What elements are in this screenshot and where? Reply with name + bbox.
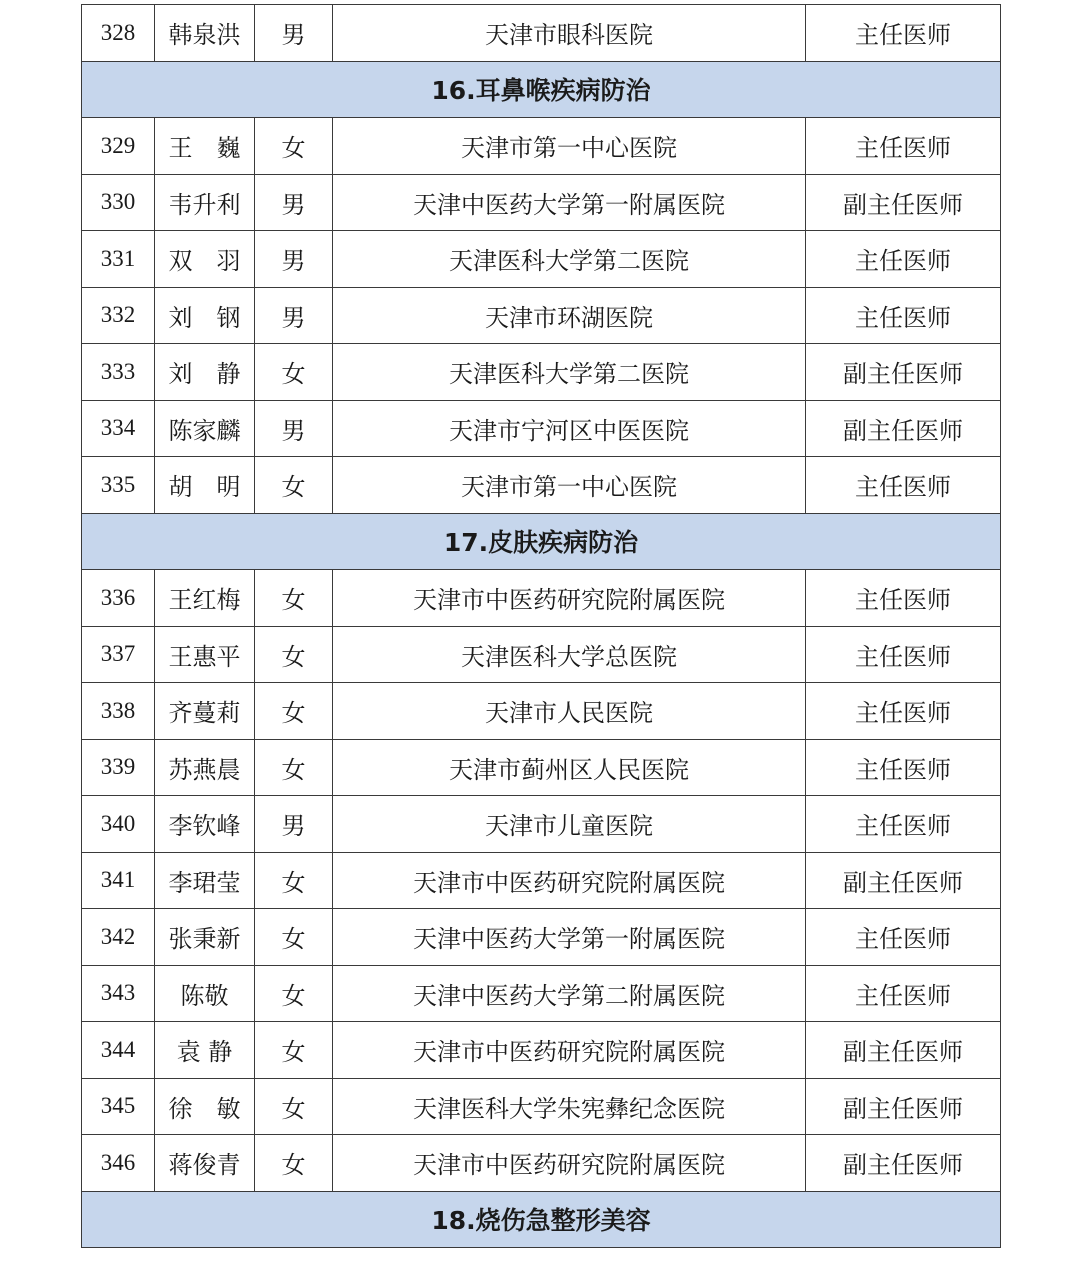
gender-cell: 女 bbox=[255, 965, 333, 1022]
doctor-name: 张秉新 bbox=[155, 909, 255, 966]
hospital-cell: 天津市第一中心医院 bbox=[333, 118, 806, 175]
table-row bbox=[82, 1078, 1001, 1135]
table-row bbox=[82, 1135, 1001, 1192]
table-row bbox=[82, 1022, 1001, 1079]
table-row bbox=[82, 909, 1001, 966]
hospital-cell: 天津医科大学朱宪彝纪念医院 bbox=[333, 1078, 806, 1135]
job-title-cell: 主任医师 bbox=[806, 796, 1001, 853]
row-number: 333 bbox=[82, 344, 155, 401]
gender-cell: 女 bbox=[255, 118, 333, 175]
hospital-cell: 天津市儿童医院 bbox=[333, 796, 806, 853]
doctor-name: 刘 钢 bbox=[155, 287, 255, 344]
job-title-cell: 主任医师 bbox=[806, 231, 1001, 288]
table-body bbox=[82, 5, 1001, 1248]
job-title-cell: 主任医师 bbox=[806, 287, 1001, 344]
section-header-row bbox=[82, 1191, 1001, 1248]
gender-cell: 女 bbox=[255, 1022, 333, 1079]
gender-cell: 男 bbox=[255, 5, 333, 62]
hospital-cell: 天津医科大学第二医院 bbox=[333, 344, 806, 401]
table-row bbox=[82, 400, 1001, 457]
row-number: 334 bbox=[82, 400, 155, 457]
gender-cell: 女 bbox=[255, 457, 333, 514]
gender-cell: 男 bbox=[255, 400, 333, 457]
job-title-cell: 主任医师 bbox=[806, 909, 1001, 966]
doctor-name: 刘 静 bbox=[155, 344, 255, 401]
hospital-cell: 天津中医药大学第一附属医院 bbox=[333, 909, 806, 966]
table-row bbox=[82, 287, 1001, 344]
job-title-cell: 主任医师 bbox=[806, 965, 1001, 1022]
job-title-cell: 副主任医师 bbox=[806, 174, 1001, 231]
job-title-cell: 副主任医师 bbox=[806, 1135, 1001, 1192]
hospital-cell: 天津中医药大学第一附属医院 bbox=[333, 174, 806, 231]
doctor-name: 王 巍 bbox=[155, 118, 255, 175]
table-row bbox=[82, 231, 1001, 288]
doctor-list-table bbox=[81, 4, 1001, 1248]
row-number: 332 bbox=[82, 287, 155, 344]
doctor-name: 蒋俊青 bbox=[155, 1135, 255, 1192]
hospital-cell: 天津市中医药研究院附属医院 bbox=[333, 1022, 806, 1079]
gender-cell: 男 bbox=[255, 796, 333, 853]
hospital-cell: 天津市蓟州区人民医院 bbox=[333, 739, 806, 796]
job-title-cell: 主任医师 bbox=[806, 570, 1001, 627]
doctor-name: 韦升利 bbox=[155, 174, 255, 231]
hospital-cell: 天津市眼科医院 bbox=[333, 5, 806, 62]
row-number: 330 bbox=[82, 174, 155, 231]
row-number: 328 bbox=[82, 5, 155, 62]
gender-cell: 女 bbox=[255, 683, 333, 740]
table-row bbox=[82, 965, 1001, 1022]
doctor-name: 胡 明 bbox=[155, 457, 255, 514]
job-title-cell: 主任医师 bbox=[806, 683, 1001, 740]
row-number: 339 bbox=[82, 739, 155, 796]
doctor-name: 李珺莹 bbox=[155, 852, 255, 909]
doctor-name: 齐蔓莉 bbox=[155, 683, 255, 740]
section-header-row bbox=[82, 61, 1001, 118]
hospital-cell: 天津市中医药研究院附属医院 bbox=[333, 852, 806, 909]
gender-cell: 女 bbox=[255, 739, 333, 796]
gender-cell: 女 bbox=[255, 852, 333, 909]
job-title-cell: 副主任医师 bbox=[806, 1022, 1001, 1079]
hospital-cell: 天津市宁河区中医医院 bbox=[333, 400, 806, 457]
table-row bbox=[82, 457, 1001, 514]
row-number: 341 bbox=[82, 852, 155, 909]
table-row bbox=[82, 683, 1001, 740]
table-row bbox=[82, 739, 1001, 796]
doctor-name: 苏燕晨 bbox=[155, 739, 255, 796]
hospital-cell: 天津中医药大学第二附属医院 bbox=[333, 965, 806, 1022]
row-number: 342 bbox=[82, 909, 155, 966]
row-number: 346 bbox=[82, 1135, 155, 1192]
doctor-name: 双 羽 bbox=[155, 231, 255, 288]
row-number: 345 bbox=[82, 1078, 155, 1135]
job-title-cell: 主任医师 bbox=[806, 739, 1001, 796]
doctor-name: 徐 敏 bbox=[155, 1078, 255, 1135]
hospital-cell: 天津市中医药研究院附属医院 bbox=[333, 1135, 806, 1192]
row-number: 343 bbox=[82, 965, 155, 1022]
job-title-cell: 副主任医师 bbox=[806, 344, 1001, 401]
doctor-name: 陈家麟 bbox=[155, 400, 255, 457]
row-number: 335 bbox=[82, 457, 155, 514]
table-row bbox=[82, 5, 1001, 62]
doctor-name: 李钦峰 bbox=[155, 796, 255, 853]
job-title-cell: 副主任医师 bbox=[806, 1078, 1001, 1135]
hospital-cell: 天津市第一中心医院 bbox=[333, 457, 806, 514]
job-title-cell: 主任医师 bbox=[806, 5, 1001, 62]
table-row bbox=[82, 626, 1001, 683]
section-title: 18.烧伤急整形美容 bbox=[82, 1191, 1001, 1248]
gender-cell: 男 bbox=[255, 287, 333, 344]
gender-cell: 女 bbox=[255, 570, 333, 627]
hospital-cell: 天津医科大学总医院 bbox=[333, 626, 806, 683]
gender-cell: 女 bbox=[255, 1135, 333, 1192]
doctor-name: 王惠平 bbox=[155, 626, 255, 683]
doctor-name: 袁 静 bbox=[155, 1022, 255, 1079]
table-row bbox=[82, 570, 1001, 627]
gender-cell: 女 bbox=[255, 909, 333, 966]
row-number: 344 bbox=[82, 1022, 155, 1079]
hospital-cell: 天津市环湖医院 bbox=[333, 287, 806, 344]
section-title: 16.耳鼻喉疾病防治 bbox=[82, 61, 1001, 118]
doctor-name: 王红梅 bbox=[155, 570, 255, 627]
row-number: 338 bbox=[82, 683, 155, 740]
row-number: 329 bbox=[82, 118, 155, 175]
row-number: 336 bbox=[82, 570, 155, 627]
table-row bbox=[82, 344, 1001, 401]
table-row bbox=[82, 174, 1001, 231]
hospital-cell: 天津医科大学第二医院 bbox=[333, 231, 806, 288]
gender-cell: 男 bbox=[255, 174, 333, 231]
row-number: 337 bbox=[82, 626, 155, 683]
table-row bbox=[82, 852, 1001, 909]
doctor-name: 陈敬 bbox=[155, 965, 255, 1022]
job-title-cell: 主任医师 bbox=[806, 626, 1001, 683]
job-title-cell: 副主任医师 bbox=[806, 400, 1001, 457]
row-number: 331 bbox=[82, 231, 155, 288]
table-row bbox=[82, 796, 1001, 853]
doctor-name: 韩泉洪 bbox=[155, 5, 255, 62]
hospital-cell: 天津市中医药研究院附属医院 bbox=[333, 570, 806, 627]
table-row bbox=[82, 118, 1001, 175]
section-title: 17.皮肤疾病防治 bbox=[82, 513, 1001, 570]
gender-cell: 男 bbox=[255, 231, 333, 288]
hospital-cell: 天津市人民医院 bbox=[333, 683, 806, 740]
job-title-cell: 副主任医师 bbox=[806, 852, 1001, 909]
job-title-cell: 主任医师 bbox=[806, 457, 1001, 514]
gender-cell: 女 bbox=[255, 1078, 333, 1135]
section-header-row bbox=[82, 513, 1001, 570]
job-title-cell: 主任医师 bbox=[806, 118, 1001, 175]
gender-cell: 女 bbox=[255, 344, 333, 401]
row-number: 340 bbox=[82, 796, 155, 853]
gender-cell: 女 bbox=[255, 626, 333, 683]
